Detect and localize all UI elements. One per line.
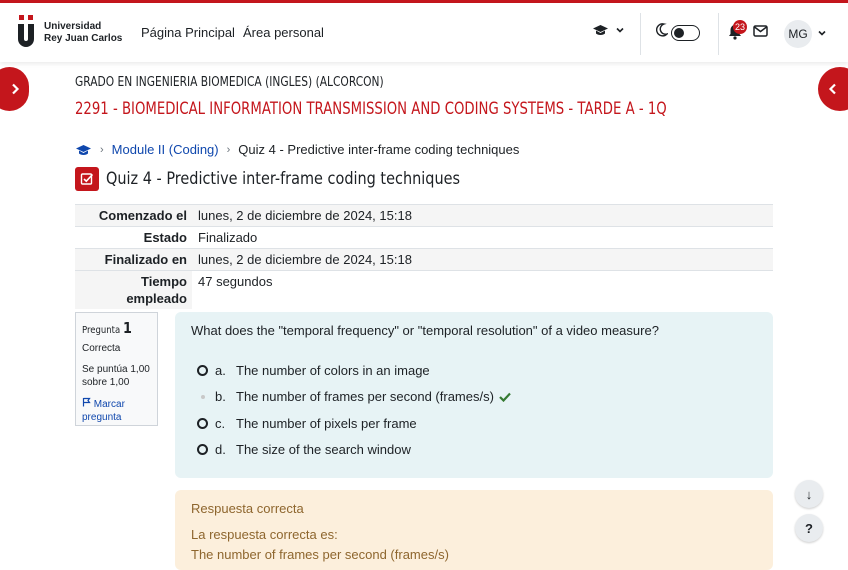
message-icon[interactable] (753, 25, 768, 37)
course-category: GRADO EN INGENIERIA BIOMEDICA (INGLES) (ALCORCON) (75, 75, 384, 90)
open-block-drawer-button[interactable] (818, 67, 848, 111)
brand-name (44, 21, 122, 45)
brand-logo[interactable] (16, 15, 122, 51)
nav-home-link[interactable]: Página Principal (141, 25, 235, 40)
answer-option-c[interactable] (197, 410, 757, 437)
attempt-summary-table (75, 204, 773, 309)
flag-question-label: Marcar pregunta (82, 399, 125, 423)
summary-value: Finalizado (198, 230, 258, 245)
question-number-value: 1 (122, 319, 132, 337)
correct-answer-text: The number of frames per second (frames/s) (191, 547, 449, 562)
question-number (82, 319, 132, 337)
page-header (75, 167, 523, 191)
navbar-divider (640, 13, 641, 55)
answer-text: The size of the search window (236, 442, 411, 458)
question-number-prefix: Pregunta (82, 325, 121, 336)
correct-answer-block (191, 525, 757, 565)
table-row (75, 270, 773, 309)
question-state: Correcta (82, 343, 121, 354)
urjc-logo-icon (16, 15, 36, 51)
course-title[interactable]: 2291 - BIOMEDICAL INFORMATION TRANSMISSION AND CODING SYSTEMS - TARDE A - 1Q (75, 99, 667, 119)
answer-option-d[interactable] (197, 437, 757, 464)
chevron-down-icon[interactable] (817, 28, 827, 38)
answer-feedback (175, 490, 773, 570)
chevron-right-icon: › (226, 143, 231, 156)
summary-label: Tiempo empleado (126, 274, 187, 306)
user-avatar[interactable]: MG (784, 20, 812, 48)
chevron-right-icon (10, 83, 20, 95)
answer-letter: b. (215, 389, 226, 405)
graduation-cap-icon (592, 23, 609, 37)
courses-menu-button[interactable] (592, 23, 625, 37)
answer-letter: c. (215, 415, 226, 431)
feedback-status: Respuesta correcta (191, 501, 304, 516)
breadcrumb (75, 142, 519, 157)
answer-text: The number of colors in an image (236, 362, 430, 378)
question-text: What does the "temporal frequency" or "temporal resolution" of a video measure? (191, 323, 659, 338)
radio-button[interactable] (197, 365, 208, 376)
breadcrumb-module-link[interactable]: Module II (Coding) (111, 142, 219, 157)
answer-option-a[interactable] (197, 357, 757, 384)
answer-list (191, 357, 757, 463)
chevron-down-icon (615, 25, 625, 35)
answer-text: The number of frames per second (frames/s) (236, 389, 494, 405)
summary-label: Comenzado el (98, 208, 187, 223)
answer-letter: d. (215, 442, 226, 458)
page-title: Quiz 4 - Predictive inter-frame coding techniques (106, 169, 461, 189)
summary-label: Finalizado en (104, 252, 187, 267)
question-content (175, 312, 773, 478)
brand-name-line2: Rey Juan Carlos (44, 33, 123, 44)
summary-label: Estado (143, 230, 187, 245)
scroll-down-button[interactable] (795, 480, 823, 508)
radio-button[interactable] (197, 444, 208, 455)
table-row (75, 204, 773, 226)
question-mark-icon: ? (805, 520, 813, 536)
answer-text: The number of pixels per frame (236, 415, 417, 431)
chevron-right-icon: › (100, 143, 104, 156)
quiz-icon (75, 167, 99, 191)
question-info-panel (75, 312, 158, 426)
summary-value: lunes, 2 de diciembre de 2024, 15:18 (198, 208, 412, 223)
notification-count-badge: 23 (735, 22, 746, 32)
moon-icon (656, 23, 668, 37)
correct-answer-intro: La respuesta correcta es: (191, 527, 338, 542)
open-course-index-button[interactable] (0, 67, 29, 111)
graduation-cap-icon[interactable] (75, 143, 92, 157)
navbar-divider (718, 13, 719, 55)
dark-mode-toggle[interactable] (671, 25, 700, 41)
answer-option-b[interactable] (197, 384, 757, 411)
breadcrumb-current: Quiz 4 - Predictive inter-frame coding techniques (238, 142, 520, 157)
chevron-left-icon (828, 83, 838, 95)
nav-personal-link[interactable]: Área personal (243, 25, 324, 40)
help-button[interactable] (795, 514, 823, 542)
flag-question-link[interactable] (82, 397, 151, 424)
summary-value: 47 segundos (192, 271, 773, 309)
arrow-down-icon: ↓ (805, 486, 813, 502)
table-row (75, 248, 773, 270)
answer-letter: a. (215, 362, 226, 378)
summary-value: lunes, 2 de diciembre de 2024, 15:18 (198, 252, 412, 267)
brand-name-line1: Universidad (44, 21, 102, 32)
checkmark-icon (499, 392, 511, 402)
radio-button[interactable] (197, 418, 208, 429)
table-row (75, 226, 773, 248)
question-grade: Se puntúa 1,00 sobre 1,00 (82, 364, 150, 388)
flag-icon (82, 397, 91, 407)
selected-radio-button[interactable] (197, 391, 208, 402)
navbar (0, 3, 848, 62)
